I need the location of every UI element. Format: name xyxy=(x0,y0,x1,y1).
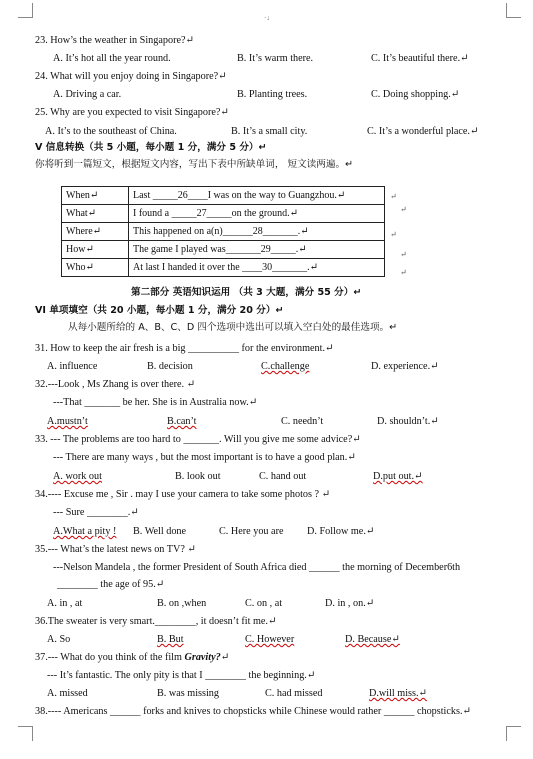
q36-option-c: C. However xyxy=(245,634,295,645)
table-key: When↵ xyxy=(62,187,129,205)
table-row xyxy=(62,205,385,223)
q31-option-a: A. influence xyxy=(47,361,98,372)
table-row xyxy=(62,187,385,205)
q34-stem: 34.---- Excuse me , Sir . may I use your camera to take some photos ? ↵ xyxy=(35,489,331,500)
table-key: Where↵ xyxy=(62,223,129,241)
q25-option-a: A. It’s to the southeast of China. xyxy=(45,126,177,137)
q34-stem-2: --- Sure ________.↵ xyxy=(53,507,139,518)
q37-film-title: Gravity? xyxy=(184,652,221,663)
q38-stem: 38.---- Americans ______ forks and knives to chopsticks while Chinese would rather ______ chopsticks.↵ xyxy=(35,706,472,717)
q37-stem xyxy=(35,652,229,664)
q37-option-b: B. was missing xyxy=(157,688,219,699)
q35-stem-2: ---Nelson Mandela , the former President of South Africa died ______ the morning of December6th xyxy=(53,562,461,573)
section-6-title: VI 单项填空（共 20 小题，每小题 1 分，满分 20 分）↵ xyxy=(35,305,284,316)
paragraph-mark: ↵ xyxy=(400,250,407,259)
q32-option-a: A.mustn’t xyxy=(47,416,88,427)
q35-option-d: D. in , on.↵ xyxy=(325,598,375,609)
q36-stem: 36.The sweater is very smart.________, it doesn’t fit me.↵ xyxy=(35,616,277,627)
q35-option-c: C. on , at xyxy=(245,598,283,609)
q31-option-b: B. decision xyxy=(147,361,193,372)
q37-option-c: C. had missed xyxy=(265,688,323,699)
q37-option-d: D.will miss.↵ xyxy=(369,688,428,699)
header-mark: ·↓ xyxy=(264,14,270,22)
q23-option-c: C. It’s beautiful there.↵ xyxy=(371,53,469,64)
q33-option-c: C. hand out xyxy=(259,471,307,482)
q34-option-c: C. Here you are xyxy=(219,526,284,537)
q36-option-a: A. So xyxy=(47,634,71,645)
q31-option-c: C.challenge xyxy=(261,361,310,372)
q33-option-a: A. work out xyxy=(53,471,102,482)
crop-mark-bottom-left xyxy=(18,726,33,741)
q33-stem: 33. --- The problems are too hard to _______. Will you give me some advice?↵ xyxy=(35,434,361,445)
q24-option-c: C. Doing shopping.↵ xyxy=(371,89,460,100)
q36-option-b: B. But xyxy=(157,634,184,645)
q37-stem-2: --- It’s fantastic. The only pity is that I ________ the beginning.↵ xyxy=(47,670,316,681)
q25-option-b: B. It’s a small city. xyxy=(231,126,308,137)
table-value: Last _____26____I was on the way to Guangzhou.↵ xyxy=(129,187,385,205)
q23-option-a: A. It’s hot all the year round. xyxy=(53,53,171,64)
q37-stem-end: ↵ xyxy=(220,652,230,663)
q32-stem-2: ---That _______ be her. She is in Australia now.↵ xyxy=(53,397,258,408)
q35-option-b: B. on ,when xyxy=(157,598,207,609)
q31-stem: 31. How to keep the air fresh is a big __________ for the environment.↵ xyxy=(35,343,334,354)
q34-option-a: A.What a pity ! xyxy=(53,526,117,537)
table-key: Who↵ xyxy=(62,259,129,277)
table-value: At last I handed it over the ____30_______.↵ xyxy=(129,259,385,277)
part-2-title: 第二部分 英语知识运用 （共 3 大题，满分 55 分）↵ xyxy=(131,287,362,298)
q33-stem-2: --- There are many ways , but the most important is to have a good plan.↵ xyxy=(53,452,356,463)
table-row xyxy=(62,259,385,277)
paragraph-mark: ↵ xyxy=(400,268,407,277)
table-value: The game I played was_______29_____.↵ xyxy=(129,241,385,259)
q36-option-d: D. Because↵ xyxy=(345,634,400,645)
q37-option-a: A. missed xyxy=(47,688,88,699)
q25-stem: 25. Why are you expected to visit Singapore?↵ xyxy=(35,107,229,118)
q32-option-d: D. shouldn’t.↵ xyxy=(377,416,439,427)
q32-stem: 32.---Look , Ms Zhang is over there. ↵ xyxy=(35,379,196,390)
table-value: This happened on a(n)______28_______.↵ xyxy=(129,223,385,241)
section-5-instructions: 你将听到一篇短文，根据短文内容，写出下表中所缺单词， 短文读两遍。↵ xyxy=(35,159,354,170)
crop-mark-top-right xyxy=(506,3,521,18)
section-5-title: V 信息转换（共 5 小题，每小题 1 分，满分 5 分）↵ xyxy=(35,142,267,153)
paragraph-mark: ↵ xyxy=(400,205,407,214)
q23-stem: 23. How’s the weather in Singapore?↵ xyxy=(35,35,195,46)
paragraph-mark: ↵ xyxy=(390,230,397,239)
paragraph-mark: ↵ xyxy=(390,192,397,201)
q31-option-d: D. experience.↵ xyxy=(371,361,439,372)
table-key: How↵ xyxy=(62,241,129,259)
q35-stem-3: ________ the age of 95.↵ xyxy=(57,579,165,590)
section-6-instructions: 从每小题所给的 A、B、C、D 四个选项中选出可以填入空白处的最佳选项。↵ xyxy=(68,322,398,333)
q24-option-a: A. Driving a car. xyxy=(53,89,122,100)
table-value: I found a _____27_____on the ground.↵ xyxy=(129,205,385,223)
q32-option-c: C. needn’t xyxy=(281,416,324,427)
table-row xyxy=(62,223,385,241)
crop-mark-top-left xyxy=(18,3,33,18)
q33-option-b: B. look out xyxy=(175,471,221,482)
q32-option-b: B.can’t xyxy=(167,416,197,427)
q33-option-d: D.put out.↵ xyxy=(373,471,423,482)
q34-option-d: D. Follow me.↵ xyxy=(307,526,375,537)
q34-option-b: B. Well done xyxy=(133,526,187,537)
table-key: What↵ xyxy=(62,205,129,223)
q35-stem: 35.--- What’s the latest news on TV? ↵ xyxy=(35,544,196,555)
q37-stem-text: 37.--- What do you think of the film xyxy=(35,652,185,663)
q23-option-b: B. It’s warm there. xyxy=(237,53,314,64)
q25-option-c: C. It’s a wonderful place.↵ xyxy=(367,126,479,137)
table-row xyxy=(62,241,385,259)
q24-stem: 24. What will you enjoy doing in Singapore?↵ xyxy=(35,71,227,82)
info-table xyxy=(61,186,385,277)
crop-mark-bottom-right xyxy=(506,726,521,741)
q24-option-b: B. Planting trees. xyxy=(237,89,308,100)
q35-option-a: A. in , at xyxy=(47,598,83,609)
